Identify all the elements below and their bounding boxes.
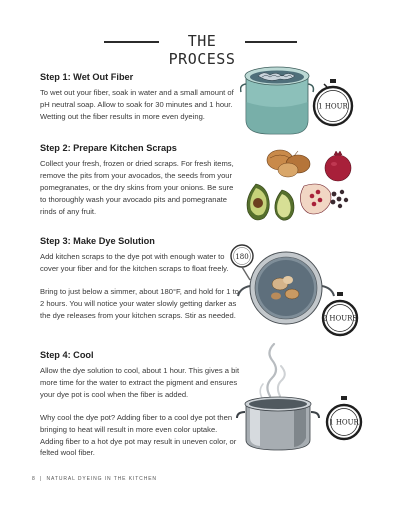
dye-pot-illustration — [228, 240, 368, 340]
step-heading: Step 2: Prepare Kitchen Scraps — [40, 143, 177, 153]
stopwatch-icon — [323, 292, 358, 335]
page-header — [0, 30, 400, 68]
step-cool — [40, 350, 240, 459]
step-paragraph: Why cool the dye pot? Adding fiber to a cool dye pot then bringing to heat will result in more even color uptake. Adding fiber to a hot dye pot may result in uneven color, or felted wool fiber. — [40, 412, 237, 458]
footer-separator: | — [39, 476, 43, 482]
onion-icon — [267, 150, 310, 177]
dye-pot-top-icon — [238, 252, 334, 324]
timer-label-1: 1 HOUR — [318, 102, 348, 111]
pomegranate-icon — [325, 151, 351, 181]
step-heading: Step 3: Make Dye Solution — [40, 236, 155, 246]
timer-label-2: 2 HOURS — [322, 314, 358, 323]
header-rule-left — [104, 41, 159, 43]
kitchen-scraps-illustration — [238, 146, 364, 228]
step-paragraph: Bring to just below a simmer, about 180°F, and hold for 1 to 2 hours. You will notice your water slowly getting darker as the dye releases from your kitchen scraps. Stir as needed. — [40, 286, 239, 320]
avocado-icon — [247, 184, 294, 220]
stopwatch-icon — [327, 396, 361, 439]
page-title: THE PROCESS — [168, 32, 236, 68]
thermometer-icon — [231, 245, 253, 280]
step-wet-out-fiber — [40, 72, 240, 123]
stock-pot-icon — [237, 397, 319, 450]
book-title: NATURAL DYEING IN THE KITCHEN — [46, 476, 157, 482]
page-footer — [32, 476, 159, 482]
steam-icon — [260, 344, 285, 398]
step-prepare-kitchen-scraps — [40, 143, 240, 218]
step-paragraph: To wet out your fiber, soak in water and a small amount of pH neutral soap. Allow to soak for 30 minutes and 1 hour. Wetting out the fiber results in more even dyeing. — [40, 88, 234, 121]
step-make-dye-solution — [40, 236, 240, 322]
step-paragraph: Add kitchen scraps to the dye pot with enough water to cover your fiber and for the kitchen scraps to float freely. — [40, 252, 229, 273]
step-heading: Step 1: Wet Out Fiber — [40, 72, 134, 82]
header-rule-right — [245, 41, 297, 43]
thermometer-label: 180 — [235, 253, 249, 261]
timer-label-3: 1 HOUR — [329, 418, 359, 427]
stopwatch-icon — [314, 79, 352, 125]
step-paragraph: Collect your fresh, frozen or dried scraps. For fresh items, remove the pits from your avocados, the seeds from your pomegranates, or the dry skins from your onions. Be sure to thoroughly wash your avocado pits and pomegranate rinds of any fruit. — [40, 159, 234, 216]
step-heading: Step 4: Cool — [40, 350, 94, 360]
step-paragraph: Allow the dye solution to cool, about 1 hour. This gives a bit more time for the water to extract the pigment and ensures your dye pot is cool when the fiber is added. — [40, 366, 240, 399]
soaking-pot-illustration — [240, 62, 360, 140]
cooling-pot-illustration — [236, 342, 366, 452]
page-number: 8 — [32, 476, 36, 482]
pomegranate-seeds-icon — [300, 184, 348, 214]
